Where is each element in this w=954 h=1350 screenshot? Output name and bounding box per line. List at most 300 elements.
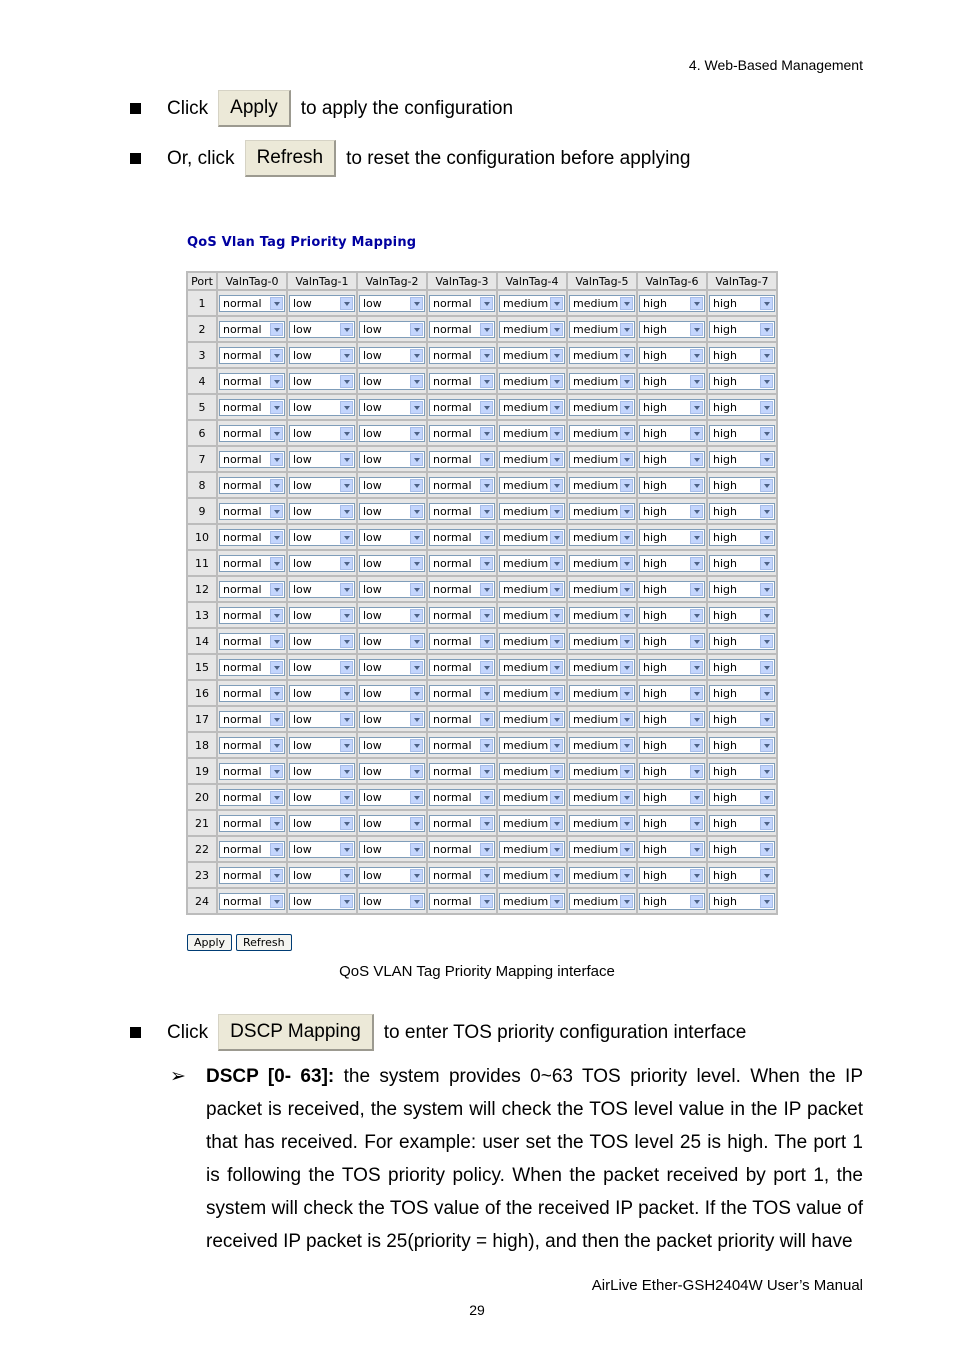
dropdown-arrow-icon[interactable] [620, 323, 633, 336]
priority-select[interactable] [289, 503, 355, 520]
dropdown-arrow-icon[interactable] [340, 869, 353, 882]
priority-select[interactable] [709, 399, 775, 416]
dropdown-arrow-icon[interactable] [340, 791, 353, 804]
priority-select[interactable] [359, 685, 425, 702]
priority-select[interactable] [289, 477, 355, 494]
dropdown-arrow-icon[interactable] [480, 713, 493, 726]
priority-select[interactable] [429, 893, 495, 910]
priority-select[interactable] [219, 321, 285, 338]
dropdown-arrow-icon[interactable] [340, 739, 353, 752]
dropdown-arrow-icon[interactable] [340, 505, 353, 518]
dropdown-arrow-icon[interactable] [410, 583, 423, 596]
priority-select[interactable] [639, 503, 705, 520]
dropdown-arrow-icon[interactable] [270, 739, 283, 752]
priority-select[interactable] [639, 659, 705, 676]
dropdown-arrow-icon[interactable] [690, 791, 703, 804]
apply-button[interactable]: Apply [187, 934, 232, 951]
priority-select[interactable] [639, 685, 705, 702]
dropdown-arrow-icon[interactable] [550, 401, 563, 414]
dropdown-arrow-icon[interactable] [690, 375, 703, 388]
dropdown-arrow-icon[interactable] [760, 635, 773, 648]
dropdown-arrow-icon[interactable] [550, 375, 563, 388]
priority-select[interactable] [359, 347, 425, 364]
priority-select[interactable] [429, 685, 495, 702]
dropdown-arrow-icon[interactable] [480, 323, 493, 336]
priority-select[interactable] [429, 789, 495, 806]
dropdown-arrow-icon[interactable] [620, 661, 633, 674]
dropdown-arrow-icon[interactable] [690, 401, 703, 414]
dropdown-arrow-icon[interactable] [760, 557, 773, 570]
priority-select[interactable] [499, 347, 565, 364]
dropdown-arrow-icon[interactable] [690, 349, 703, 362]
priority-select[interactable] [569, 529, 635, 546]
dropdown-arrow-icon[interactable] [690, 765, 703, 778]
dropdown-arrow-icon[interactable] [340, 453, 353, 466]
priority-select[interactable] [499, 685, 565, 702]
priority-select[interactable] [499, 867, 565, 884]
priority-select[interactable] [219, 425, 285, 442]
dropdown-arrow-icon[interactable] [690, 323, 703, 336]
dropdown-arrow-icon[interactable] [340, 635, 353, 648]
dropdown-arrow-icon[interactable] [690, 479, 703, 492]
priority-select[interactable] [639, 555, 705, 572]
priority-select[interactable] [569, 477, 635, 494]
dropdown-arrow-icon[interactable] [760, 531, 773, 544]
dropdown-arrow-icon[interactable] [690, 687, 703, 700]
priority-select[interactable] [429, 555, 495, 572]
priority-select[interactable] [219, 633, 285, 650]
priority-select[interactable] [219, 503, 285, 520]
dropdown-arrow-icon[interactable] [340, 713, 353, 726]
priority-select[interactable] [569, 867, 635, 884]
priority-select[interactable] [709, 477, 775, 494]
dropdown-arrow-icon[interactable] [340, 557, 353, 570]
dropdown-arrow-icon[interactable] [550, 505, 563, 518]
priority-select[interactable] [639, 529, 705, 546]
priority-select[interactable] [709, 815, 775, 832]
dropdown-arrow-icon[interactable] [690, 427, 703, 440]
dropdown-arrow-icon[interactable] [690, 557, 703, 570]
priority-select[interactable] [569, 815, 635, 832]
priority-select[interactable] [429, 659, 495, 676]
priority-select[interactable] [569, 685, 635, 702]
priority-select[interactable] [219, 815, 285, 832]
dropdown-arrow-icon[interactable] [410, 479, 423, 492]
priority-select[interactable] [639, 581, 705, 598]
priority-select[interactable] [289, 425, 355, 442]
priority-select[interactable] [219, 763, 285, 780]
dropdown-arrow-icon[interactable] [340, 583, 353, 596]
dropdown-arrow-icon[interactable] [480, 557, 493, 570]
dropdown-arrow-icon[interactable] [480, 635, 493, 648]
priority-select[interactable] [289, 373, 355, 390]
dropdown-arrow-icon[interactable] [480, 375, 493, 388]
priority-select[interactable] [359, 555, 425, 572]
priority-select[interactable] [639, 347, 705, 364]
priority-select[interactable] [709, 789, 775, 806]
dropdown-arrow-icon[interactable] [620, 765, 633, 778]
dropdown-arrow-icon[interactable] [480, 505, 493, 518]
dropdown-arrow-icon[interactable] [410, 739, 423, 752]
priority-select[interactable] [219, 477, 285, 494]
dropdown-arrow-icon[interactable] [550, 895, 563, 908]
priority-select[interactable] [639, 711, 705, 728]
dropdown-arrow-icon[interactable] [760, 583, 773, 596]
dropdown-arrow-icon[interactable] [550, 739, 563, 752]
priority-select[interactable] [499, 503, 565, 520]
priority-select[interactable] [499, 425, 565, 442]
dropdown-arrow-icon[interactable] [270, 609, 283, 622]
priority-select[interactable] [569, 633, 635, 650]
priority-select[interactable] [499, 633, 565, 650]
dropdown-arrow-icon[interactable] [480, 843, 493, 856]
dropdown-arrow-icon[interactable] [480, 791, 493, 804]
dropdown-arrow-icon[interactable] [690, 869, 703, 882]
priority-select[interactable] [499, 477, 565, 494]
priority-select[interactable] [709, 633, 775, 650]
dropdown-arrow-icon[interactable] [270, 505, 283, 518]
priority-select[interactable] [359, 503, 425, 520]
priority-select[interactable] [289, 581, 355, 598]
dropdown-arrow-icon[interactable] [410, 349, 423, 362]
priority-select[interactable] [569, 841, 635, 858]
dropdown-arrow-icon[interactable] [620, 375, 633, 388]
dropdown-arrow-icon[interactable] [340, 765, 353, 778]
priority-select[interactable] [289, 789, 355, 806]
priority-select[interactable] [359, 763, 425, 780]
dropdown-arrow-icon[interactable] [410, 453, 423, 466]
dropdown-arrow-icon[interactable] [480, 453, 493, 466]
priority-select[interactable] [709, 321, 775, 338]
dropdown-arrow-icon[interactable] [410, 895, 423, 908]
dropdown-arrow-icon[interactable] [550, 661, 563, 674]
dropdown-arrow-icon[interactable] [480, 479, 493, 492]
dropdown-arrow-icon[interactable] [410, 635, 423, 648]
priority-select[interactable] [639, 295, 705, 312]
dropdown-arrow-icon[interactable] [760, 817, 773, 830]
priority-select[interactable] [499, 659, 565, 676]
dropdown-arrow-icon[interactable] [480, 869, 493, 882]
dropdown-arrow-icon[interactable] [760, 739, 773, 752]
dropdown-arrow-icon[interactable] [690, 505, 703, 518]
priority-select[interactable] [639, 737, 705, 754]
dropdown-arrow-icon[interactable] [620, 479, 633, 492]
dropdown-arrow-icon[interactable] [690, 297, 703, 310]
dropdown-arrow-icon[interactable] [410, 557, 423, 570]
priority-select[interactable] [289, 659, 355, 676]
dropdown-arrow-icon[interactable] [410, 765, 423, 778]
dropdown-arrow-icon[interactable] [410, 843, 423, 856]
priority-select[interactable] [359, 399, 425, 416]
priority-select[interactable] [499, 711, 565, 728]
priority-select[interactable] [359, 425, 425, 442]
dropdown-arrow-icon[interactable] [550, 427, 563, 440]
priority-select[interactable] [569, 295, 635, 312]
dropdown-arrow-icon[interactable] [270, 713, 283, 726]
dropdown-arrow-icon[interactable] [620, 817, 633, 830]
dropdown-arrow-icon[interactable] [620, 531, 633, 544]
priority-select[interactable] [429, 503, 495, 520]
dropdown-arrow-icon[interactable] [550, 817, 563, 830]
priority-select[interactable] [569, 711, 635, 728]
priority-select[interactable] [639, 633, 705, 650]
dropdown-arrow-icon[interactable] [620, 505, 633, 518]
dropdown-arrow-icon[interactable] [480, 609, 493, 622]
dropdown-arrow-icon[interactable] [550, 583, 563, 596]
priority-select[interactable] [219, 451, 285, 468]
priority-select[interactable] [569, 659, 635, 676]
priority-select[interactable] [359, 295, 425, 312]
dropdown-arrow-icon[interactable] [760, 713, 773, 726]
priority-select[interactable] [219, 841, 285, 858]
refresh-button[interactable]: Refresh [236, 934, 292, 951]
dropdown-arrow-icon[interactable] [760, 401, 773, 414]
dropdown-arrow-icon[interactable] [620, 609, 633, 622]
priority-select[interactable] [709, 295, 775, 312]
dropdown-arrow-icon[interactable] [480, 583, 493, 596]
dropdown-arrow-icon[interactable] [410, 401, 423, 414]
dropdown-arrow-icon[interactable] [340, 349, 353, 362]
dropdown-arrow-icon[interactable] [270, 765, 283, 778]
priority-select[interactable] [569, 789, 635, 806]
priority-select[interactable] [359, 815, 425, 832]
priority-select[interactable] [429, 633, 495, 650]
dropdown-arrow-icon[interactable] [270, 531, 283, 544]
dropdown-arrow-icon[interactable] [480, 427, 493, 440]
priority-select[interactable] [429, 581, 495, 598]
priority-select[interactable] [499, 893, 565, 910]
priority-select[interactable] [639, 321, 705, 338]
dropdown-arrow-icon[interactable] [550, 843, 563, 856]
priority-select[interactable] [359, 789, 425, 806]
priority-select[interactable] [639, 607, 705, 624]
priority-select[interactable] [499, 607, 565, 624]
dropdown-arrow-icon[interactable] [620, 791, 633, 804]
priority-select[interactable] [639, 451, 705, 468]
priority-select[interactable] [709, 581, 775, 598]
dropdown-arrow-icon[interactable] [760, 765, 773, 778]
priority-select[interactable] [289, 399, 355, 416]
dropdown-arrow-icon[interactable] [620, 583, 633, 596]
priority-select[interactable] [219, 685, 285, 702]
priority-select[interactable] [499, 555, 565, 572]
dropdown-arrow-icon[interactable] [480, 817, 493, 830]
priority-select[interactable] [709, 347, 775, 364]
priority-select[interactable] [709, 737, 775, 754]
priority-select[interactable] [289, 451, 355, 468]
priority-select[interactable] [359, 633, 425, 650]
dropdown-arrow-icon[interactable] [760, 843, 773, 856]
dropdown-arrow-icon[interactable] [270, 401, 283, 414]
priority-select[interactable] [429, 477, 495, 494]
dropdown-arrow-icon[interactable] [690, 739, 703, 752]
dropdown-arrow-icon[interactable] [340, 609, 353, 622]
priority-select[interactable] [569, 763, 635, 780]
dropdown-arrow-icon[interactable] [480, 765, 493, 778]
priority-select[interactable] [219, 555, 285, 572]
dropdown-arrow-icon[interactable] [410, 869, 423, 882]
priority-select[interactable] [499, 399, 565, 416]
priority-select[interactable] [359, 529, 425, 546]
dropdown-arrow-icon[interactable] [410, 791, 423, 804]
priority-select[interactable] [289, 685, 355, 702]
dropdown-arrow-icon[interactable] [270, 687, 283, 700]
dropdown-arrow-icon[interactable] [620, 427, 633, 440]
dropdown-arrow-icon[interactable] [480, 687, 493, 700]
dropdown-arrow-icon[interactable] [340, 687, 353, 700]
dropdown-arrow-icon[interactable] [410, 661, 423, 674]
priority-select[interactable] [709, 555, 775, 572]
dropdown-arrow-icon[interactable] [550, 531, 563, 544]
priority-select[interactable] [289, 711, 355, 728]
dropdown-arrow-icon[interactable] [620, 843, 633, 856]
dropdown-arrow-icon[interactable] [340, 479, 353, 492]
priority-select[interactable] [289, 763, 355, 780]
dropdown-arrow-icon[interactable] [480, 531, 493, 544]
priority-select[interactable] [429, 815, 495, 832]
priority-select[interactable] [709, 373, 775, 390]
dropdown-arrow-icon[interactable] [690, 843, 703, 856]
dropdown-arrow-icon[interactable] [340, 661, 353, 674]
priority-select[interactable] [499, 815, 565, 832]
priority-select[interactable] [359, 451, 425, 468]
priority-select[interactable] [569, 399, 635, 416]
dropdown-arrow-icon[interactable] [270, 375, 283, 388]
dropdown-arrow-icon[interactable] [760, 323, 773, 336]
dropdown-arrow-icon[interactable] [480, 661, 493, 674]
dropdown-arrow-icon[interactable] [270, 817, 283, 830]
dropdown-arrow-icon[interactable] [760, 687, 773, 700]
dropdown-arrow-icon[interactable] [410, 427, 423, 440]
dropdown-arrow-icon[interactable] [410, 817, 423, 830]
priority-select[interactable] [219, 373, 285, 390]
priority-select[interactable] [359, 711, 425, 728]
dropdown-arrow-icon[interactable] [550, 791, 563, 804]
priority-select[interactable] [289, 841, 355, 858]
dropdown-arrow-icon[interactable] [270, 869, 283, 882]
priority-select[interactable] [219, 581, 285, 598]
dropdown-arrow-icon[interactable] [340, 895, 353, 908]
priority-select[interactable] [639, 763, 705, 780]
priority-select[interactable] [289, 867, 355, 884]
priority-select[interactable] [219, 711, 285, 728]
dropdown-arrow-icon[interactable] [270, 297, 283, 310]
dropdown-arrow-icon[interactable] [690, 661, 703, 674]
dropdown-arrow-icon[interactable] [270, 895, 283, 908]
dropdown-arrow-icon[interactable] [550, 765, 563, 778]
priority-select[interactable] [429, 529, 495, 546]
priority-select[interactable] [499, 295, 565, 312]
dropdown-arrow-icon[interactable] [550, 349, 563, 362]
priority-select[interactable] [219, 893, 285, 910]
dropdown-arrow-icon[interactable] [550, 713, 563, 726]
priority-select[interactable] [499, 581, 565, 598]
priority-select[interactable] [289, 893, 355, 910]
dropdown-arrow-icon[interactable] [480, 297, 493, 310]
dropdown-arrow-icon[interactable] [760, 375, 773, 388]
dropdown-arrow-icon[interactable] [270, 661, 283, 674]
priority-select[interactable] [429, 373, 495, 390]
priority-select[interactable] [569, 581, 635, 598]
priority-select[interactable] [429, 451, 495, 468]
priority-select[interactable] [429, 763, 495, 780]
priority-select[interactable] [289, 295, 355, 312]
dropdown-arrow-icon[interactable] [270, 479, 283, 492]
dropdown-arrow-icon[interactable] [690, 895, 703, 908]
dropdown-arrow-icon[interactable] [410, 375, 423, 388]
dropdown-arrow-icon[interactable] [550, 323, 563, 336]
dropdown-arrow-icon[interactable] [690, 609, 703, 622]
priority-select[interactable] [219, 789, 285, 806]
dropdown-arrow-icon[interactable] [340, 817, 353, 830]
priority-select[interactable] [499, 373, 565, 390]
priority-select[interactable] [429, 607, 495, 624]
dropdown-arrow-icon[interactable] [690, 713, 703, 726]
dropdown-arrow-icon[interactable] [550, 609, 563, 622]
priority-select[interactable] [569, 737, 635, 754]
dropdown-arrow-icon[interactable] [270, 635, 283, 648]
priority-select[interactable] [429, 867, 495, 884]
priority-select[interactable] [569, 347, 635, 364]
dropdown-arrow-icon[interactable] [690, 583, 703, 596]
dropdown-arrow-icon[interactable] [620, 297, 633, 310]
priority-select[interactable] [709, 607, 775, 624]
priority-select[interactable] [569, 425, 635, 442]
dropdown-arrow-icon[interactable] [270, 453, 283, 466]
priority-select[interactable] [639, 867, 705, 884]
dropdown-arrow-icon[interactable] [760, 349, 773, 362]
priority-select[interactable] [219, 347, 285, 364]
priority-select[interactable] [709, 503, 775, 520]
dropdown-arrow-icon[interactable] [480, 895, 493, 908]
priority-select[interactable] [569, 503, 635, 520]
priority-select[interactable] [219, 399, 285, 416]
priority-select[interactable] [359, 607, 425, 624]
dropdown-arrow-icon[interactable] [340, 531, 353, 544]
dropdown-arrow-icon[interactable] [340, 427, 353, 440]
dropdown-arrow-icon[interactable] [270, 583, 283, 596]
priority-select[interactable] [709, 659, 775, 676]
priority-select[interactable] [499, 451, 565, 468]
dropdown-arrow-icon[interactable] [270, 557, 283, 570]
priority-select[interactable] [429, 295, 495, 312]
priority-select[interactable] [499, 321, 565, 338]
priority-select[interactable] [359, 581, 425, 598]
priority-select[interactable] [639, 373, 705, 390]
priority-select[interactable] [709, 711, 775, 728]
priority-select[interactable] [499, 763, 565, 780]
dropdown-arrow-icon[interactable] [270, 323, 283, 336]
dropdown-arrow-icon[interactable] [550, 297, 563, 310]
priority-select[interactable] [289, 815, 355, 832]
priority-select[interactable] [569, 607, 635, 624]
dropdown-arrow-icon[interactable] [270, 843, 283, 856]
dropdown-arrow-icon[interactable] [690, 817, 703, 830]
dropdown-arrow-icon[interactable] [270, 349, 283, 362]
priority-select[interactable] [289, 347, 355, 364]
priority-select[interactable] [429, 425, 495, 442]
dropdown-arrow-icon[interactable] [620, 713, 633, 726]
priority-select[interactable] [289, 529, 355, 546]
priority-select[interactable] [709, 867, 775, 884]
dropdown-arrow-icon[interactable] [620, 557, 633, 570]
dropdown-arrow-icon[interactable] [410, 505, 423, 518]
priority-select[interactable] [709, 529, 775, 546]
dropdown-arrow-icon[interactable] [760, 427, 773, 440]
priority-select[interactable] [359, 659, 425, 676]
priority-select[interactable] [709, 425, 775, 442]
priority-select[interactable] [289, 555, 355, 572]
